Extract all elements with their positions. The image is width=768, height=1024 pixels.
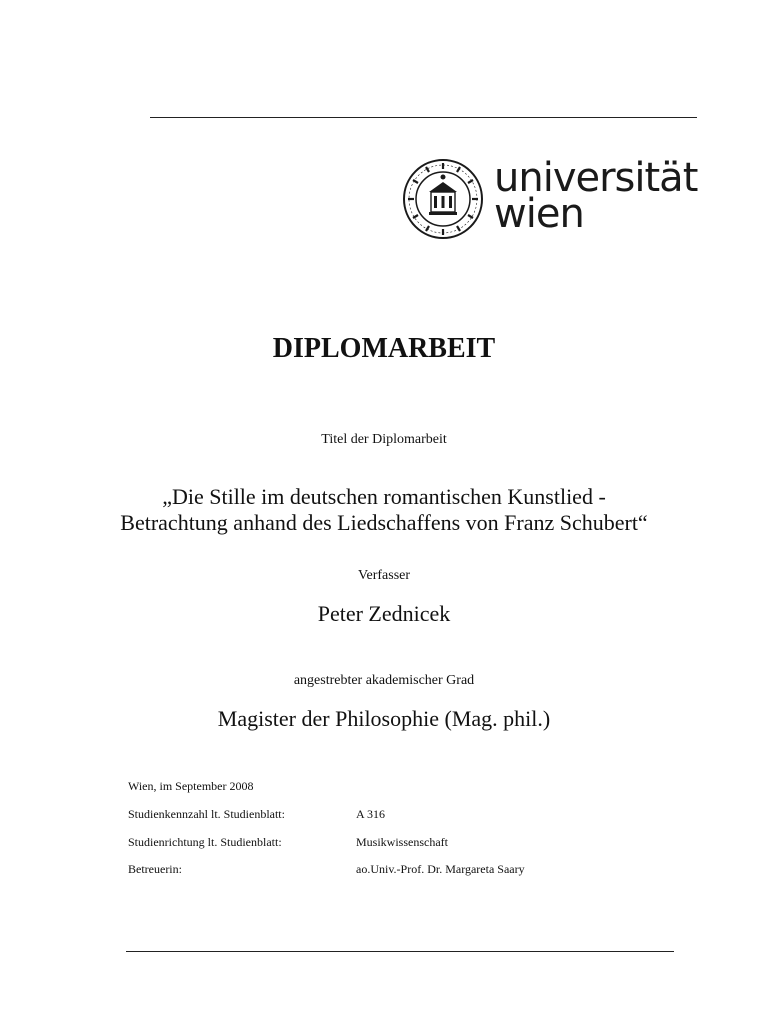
document-type-heading: DIPLOMARBEIT bbox=[272, 333, 496, 364]
thesis-title-line-2: Betrachtung anhand des Liedschaffens von Franz Schubert“ bbox=[120, 510, 648, 535]
top-divider bbox=[150, 117, 697, 118]
detail-key: Betreuerin: bbox=[128, 862, 182, 876]
wordmark-line-wien: wien bbox=[494, 191, 584, 237]
detail-key: Studienkennzahl lt. Studienblatt: bbox=[128, 807, 285, 821]
bottom-divider bbox=[126, 951, 674, 952]
detail-value: ao.Univ.-Prof. Dr. Margareta Saary bbox=[356, 862, 525, 876]
thesis-title bbox=[0, 484, 768, 536]
detail-row-field-of-study bbox=[128, 835, 688, 849]
degree-name: Magister der Philosophie (Mag. phil.) bbox=[217, 706, 551, 731]
author-name: Peter Zednicek bbox=[317, 601, 451, 626]
place-date: Wien, im September 2008 bbox=[128, 779, 254, 793]
detail-value: Musikwissenschaft bbox=[356, 835, 448, 849]
detail-key: Studienrichtung lt. Studienblatt: bbox=[128, 835, 282, 849]
thesis-title-line-1: „Die Stille im deutschen romantischen Kunstlied - bbox=[162, 484, 606, 509]
author-label: Verfasser bbox=[357, 568, 411, 583]
degree-label: angestrebter akademischer Grad bbox=[293, 673, 475, 688]
university-wordmark bbox=[494, 155, 698, 237]
university-seal-icon bbox=[402, 158, 484, 240]
detail-row-program-code bbox=[128, 807, 688, 821]
wordmark-line-universitaet: universität bbox=[494, 155, 698, 201]
university-logo bbox=[402, 155, 705, 240]
detail-value: A 316 bbox=[356, 807, 386, 821]
detail-row-supervisor bbox=[128, 862, 688, 876]
thesis-title-label: Titel der Diplomarbeit bbox=[321, 432, 447, 447]
